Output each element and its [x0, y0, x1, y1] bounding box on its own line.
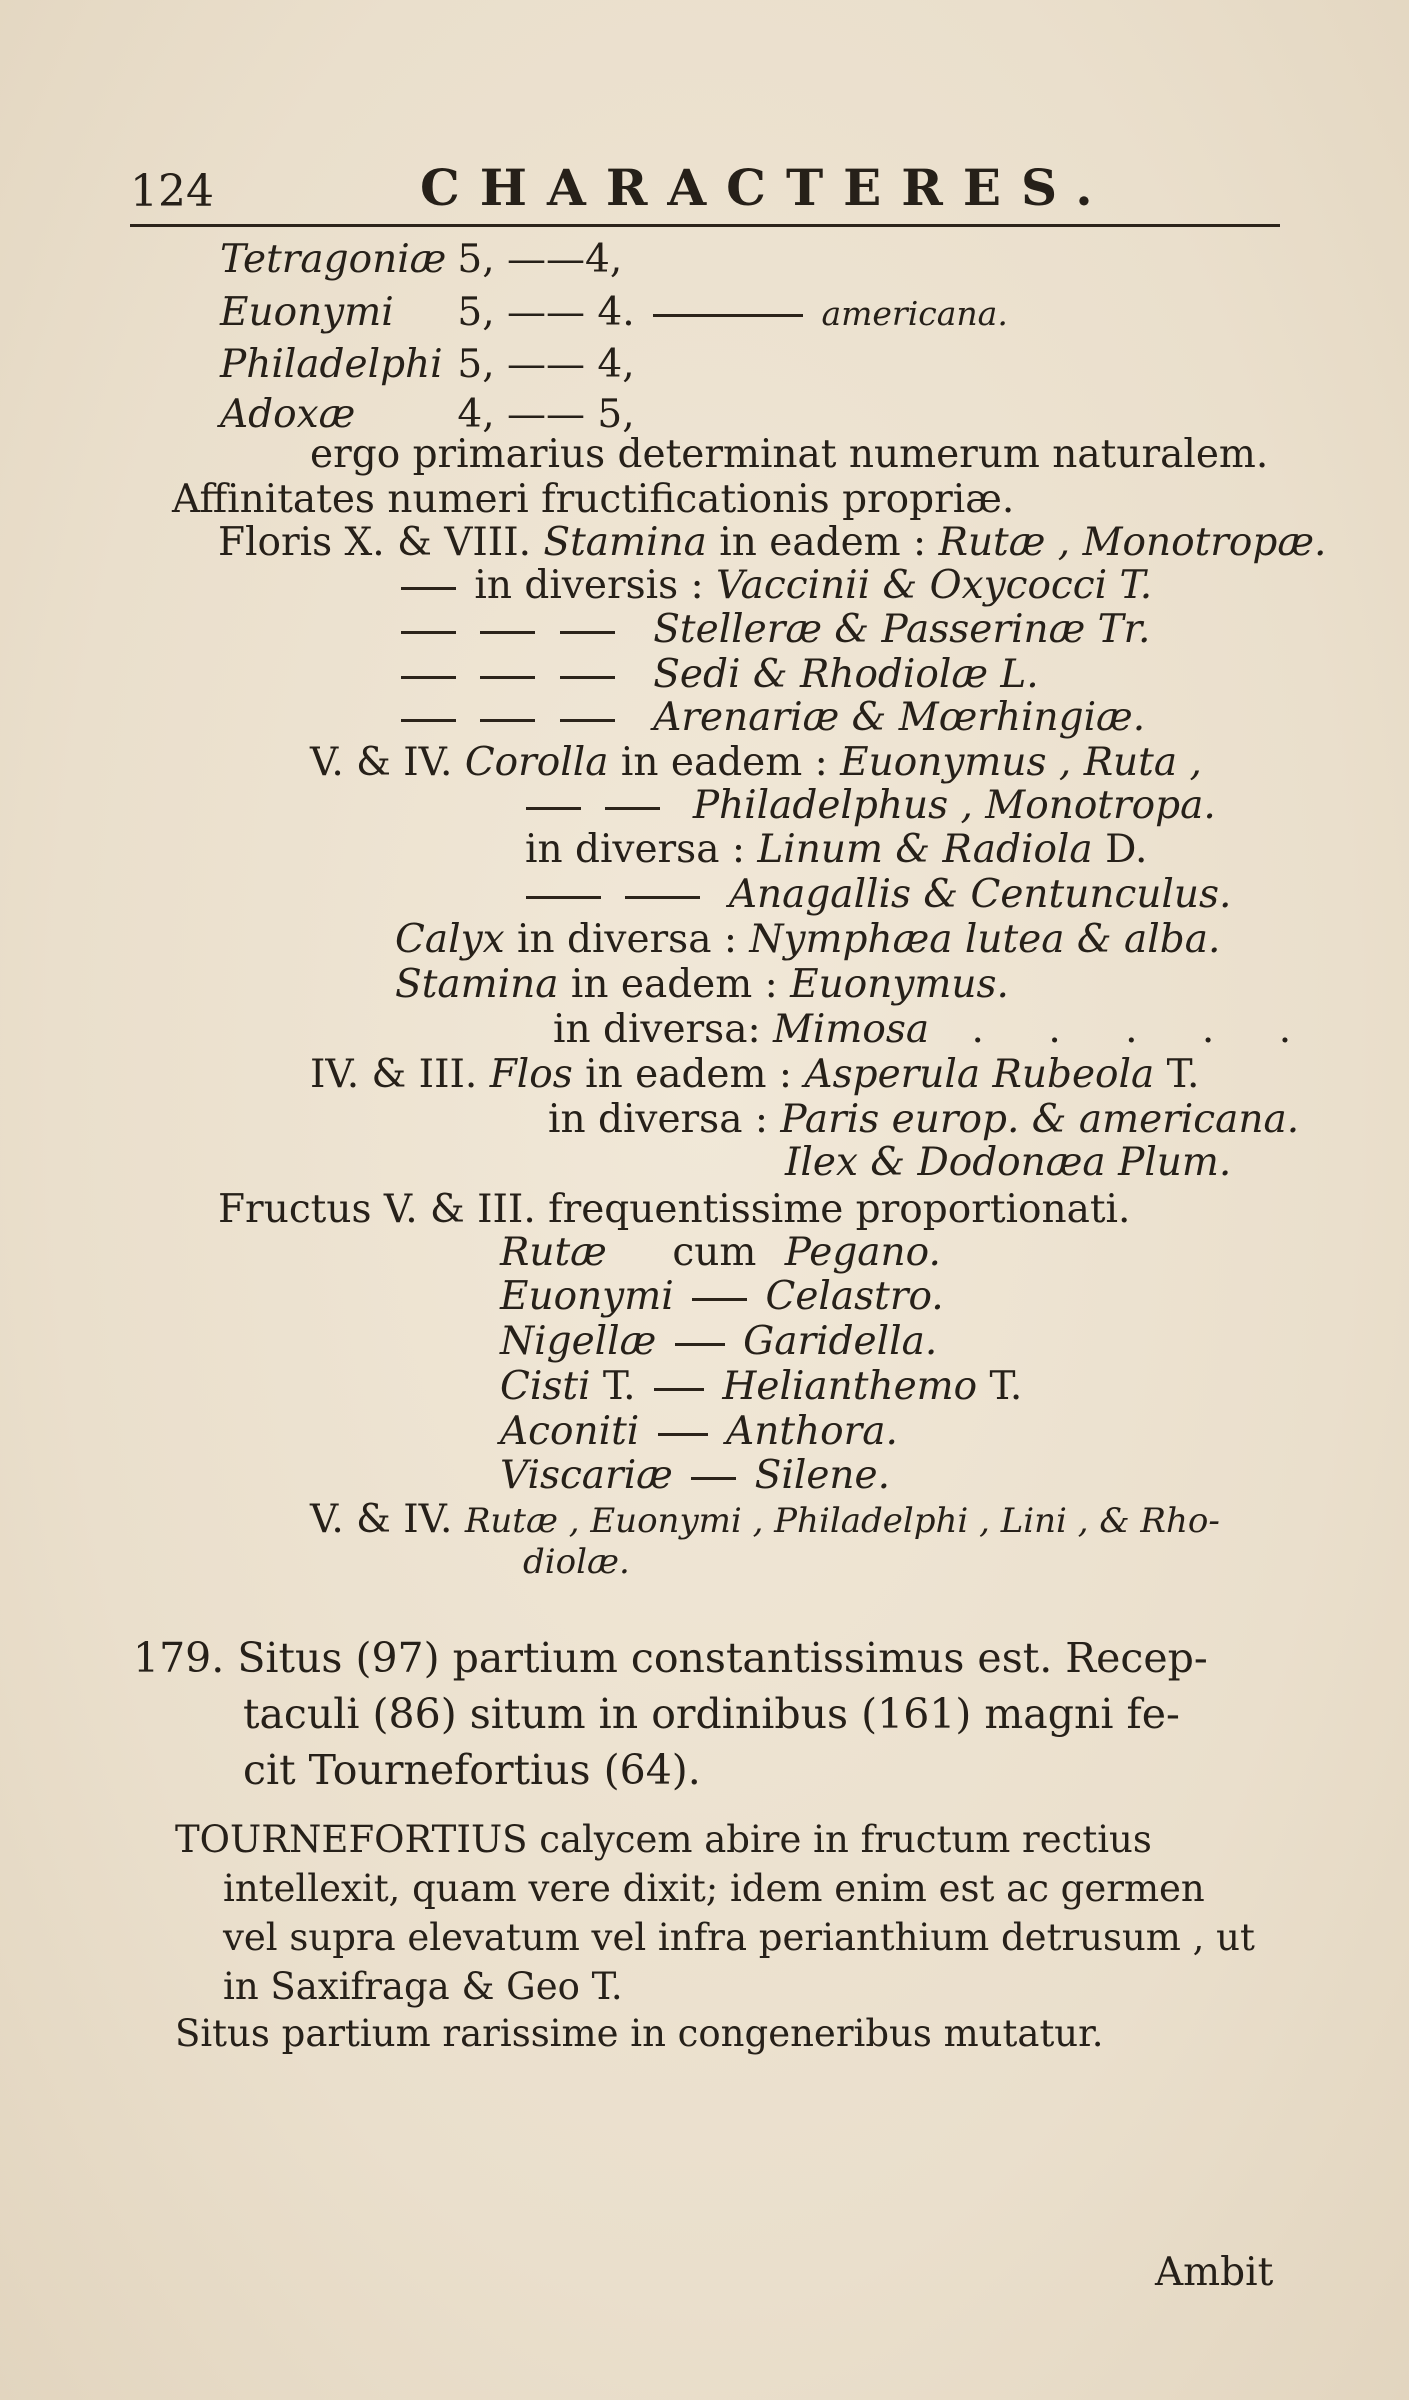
- dash-rule: [401, 676, 456, 679]
- text-span: Helianthemo: [722, 1364, 978, 1409]
- dash-rule: [675, 1343, 725, 1346]
- text-line: Fructus V. & III. frequentissime proportionati.: [218, 1187, 1131, 1232]
- text-span: in diversa:: [553, 1007, 761, 1052]
- dash-rule: [560, 719, 615, 722]
- text-line: [395, 652, 1039, 697]
- text-span: Euonymi: [500, 1274, 674, 1319]
- table-row: [220, 342, 635, 387]
- dash-rule: [560, 631, 615, 634]
- paragraph-line: vel supra elevatum vel infra perianthium detrusum , ut: [223, 1916, 1255, 1959]
- text-span: Sedi & Rhodiolæ L.: [653, 652, 1039, 697]
- text-line: [525, 827, 1148, 872]
- text-span: Euonymus.: [790, 962, 1009, 1007]
- table-row: [220, 237, 623, 282]
- table-row: [220, 392, 635, 437]
- counts: 5, ——4,: [457, 237, 623, 282]
- page-number: 124: [130, 166, 214, 217]
- text-span: . . . . .: [971, 1007, 1318, 1052]
- text-line: [395, 962, 1009, 1007]
- text-line: [553, 1007, 1318, 1052]
- text-span: Nymphæa lutea & alba.: [749, 917, 1221, 962]
- dash-rule: [401, 587, 456, 590]
- dash-rule: [401, 631, 456, 634]
- text-span: cum: [672, 1230, 757, 1275]
- text-span: Rutæ: [500, 1230, 607, 1275]
- text-span: Celastro.: [765, 1274, 944, 1319]
- text-line: Situs partium rarissime in congeneribus mutatur.: [175, 2012, 1104, 2055]
- text-line: [520, 872, 1232, 917]
- text-line: [395, 607, 1151, 652]
- dash-rule: [691, 1477, 736, 1480]
- text-line: [500, 1319, 938, 1364]
- text-span: Flos: [489, 1052, 573, 1097]
- text-span: Paris europ. & americana.: [780, 1097, 1300, 1142]
- text-span: Rutæ , Euonymi , Philadelphi , Lini , & Rho-: [464, 1501, 1220, 1541]
- text-span: in diversa :: [548, 1097, 768, 1142]
- header-rule: [130, 224, 1280, 227]
- text-span: Cisti: [500, 1364, 591, 1409]
- dash-rule: [692, 1298, 747, 1301]
- text-span: Viscariæ: [500, 1453, 673, 1498]
- text-line: [310, 1497, 1220, 1542]
- text-span: in eadem :: [585, 1052, 793, 1097]
- dash-rule: [654, 1388, 704, 1391]
- text-line: [395, 695, 1146, 740]
- text-span: Rutæ , Monotropæ.: [938, 520, 1327, 565]
- text-line: [395, 917, 1221, 962]
- text-span: Silene.: [754, 1453, 890, 1498]
- dash-rule: [605, 807, 660, 810]
- genus-name: Philadelphi: [220, 342, 443, 387]
- text-span: Stamina: [543, 520, 707, 565]
- section-line: taculi (86) situm in ordinibus (161) magni fe-: [243, 1690, 1180, 1738]
- dash-rule: [653, 314, 803, 317]
- text-line: [310, 740, 1202, 785]
- text-span: Floris X. & VIII.: [218, 520, 531, 565]
- text-span: Calyx: [395, 917, 505, 962]
- catchword: Ambit: [1155, 2250, 1274, 2295]
- text-line: [520, 783, 1216, 828]
- text-span: IV. & III.: [310, 1052, 478, 1097]
- counts: 5, —— 4.: [457, 290, 635, 335]
- dash-rule: [526, 807, 581, 810]
- text-span: Mimosa: [773, 1007, 930, 1052]
- text-span: Anthora.: [726, 1409, 898, 1454]
- section-line: 179. Situs (97) partium constantissimus est. Recep-: [133, 1634, 1208, 1682]
- paragraph-line: in Saxifraga & Geo T.: [223, 1965, 623, 2008]
- text-line: [548, 1097, 1300, 1142]
- text-span: in eadem :: [719, 520, 927, 565]
- table-row: [220, 290, 1008, 335]
- dash-rule: [401, 719, 456, 722]
- text-line: diolæ.: [523, 1542, 630, 1582]
- text-line: [500, 1453, 890, 1498]
- text-line: Ilex & Dodonæa Plum.: [785, 1140, 1232, 1185]
- text-span: Vaccinii & Oxycocci T.: [716, 563, 1153, 608]
- genus-name: Tetragoniæ: [220, 237, 447, 282]
- section-line: cit Tournefortius (64).: [243, 1746, 701, 1794]
- text-span: Linum & Radiola: [757, 827, 1093, 872]
- text-line: [500, 1274, 944, 1319]
- text-line: ergo primarius determinat numerum naturalem.: [310, 432, 1269, 477]
- text-line: [500, 1230, 941, 1275]
- tournefort-paragraph: [175, 1815, 1255, 2011]
- text-span: D.: [1105, 827, 1148, 872]
- page-header: [130, 158, 1280, 228]
- text-line: [500, 1364, 1023, 1409]
- text-span: Euonymus , Ruta ,: [840, 740, 1202, 785]
- paragraph-line: intellexit, quam vere dixit; idem enim est ac germen: [223, 1867, 1205, 1910]
- text-span: Stamina: [395, 962, 559, 1007]
- text-span: Asperula Rubeola: [804, 1052, 1155, 1097]
- genus-name: Adoxæ: [220, 392, 356, 437]
- text-line: Affinitates numeri fructificationis propriæ.: [172, 477, 1015, 522]
- note: americana.: [821, 294, 1008, 333]
- text-line: [310, 1052, 1200, 1097]
- text-span: Anagallis & Centunculus.: [728, 872, 1232, 917]
- text-span: in eadem :: [570, 962, 778, 1007]
- text-span: Arenariæ & Mœrhingiæ.: [653, 695, 1146, 740]
- text-span: in diversa :: [525, 827, 745, 872]
- genus-name: Euonymi: [220, 290, 394, 335]
- text-span: Garidella.: [743, 1319, 938, 1364]
- dash-rule: [480, 719, 535, 722]
- dash-rule: [625, 896, 700, 899]
- text-span: in diversa :: [517, 917, 737, 962]
- text-span: T.: [989, 1364, 1023, 1409]
- text-span: in eadem :: [620, 740, 828, 785]
- running-head: CHARACTERES.: [420, 158, 1113, 217]
- dash-rule: [560, 676, 615, 679]
- text-line: [500, 1409, 898, 1454]
- text-span: T.: [602, 1364, 636, 1409]
- dash-rule: [658, 1433, 708, 1436]
- text-line: [395, 563, 1153, 608]
- dash-rule: [480, 676, 535, 679]
- counts: 4, —— 5,: [457, 392, 635, 437]
- text-span: Stelleræ & Passerinæ Tr.: [653, 607, 1151, 652]
- dash-rule: [480, 631, 535, 634]
- text-span: Philadelphus , Monotropa.: [692, 783, 1216, 828]
- paragraph-line: TOURNEFORTIUS calycem abire in fructum rectius: [175, 1818, 1152, 1861]
- text-span: T.: [1166, 1052, 1200, 1097]
- text-span: Aconiti: [500, 1409, 640, 1454]
- text-line: [218, 520, 1327, 565]
- text-span: Nigellæ: [500, 1319, 657, 1364]
- dash-rule: [526, 896, 601, 899]
- text-span: V. & IV.: [310, 1497, 453, 1542]
- section-179: [133, 1630, 1208, 1798]
- text-span: Corolla: [464, 740, 609, 785]
- text-span: Pegano.: [784, 1230, 941, 1275]
- text-span: V. & IV.: [310, 740, 453, 785]
- text-span: in diversis :: [474, 563, 704, 608]
- counts: 5, —— 4,: [457, 342, 635, 387]
